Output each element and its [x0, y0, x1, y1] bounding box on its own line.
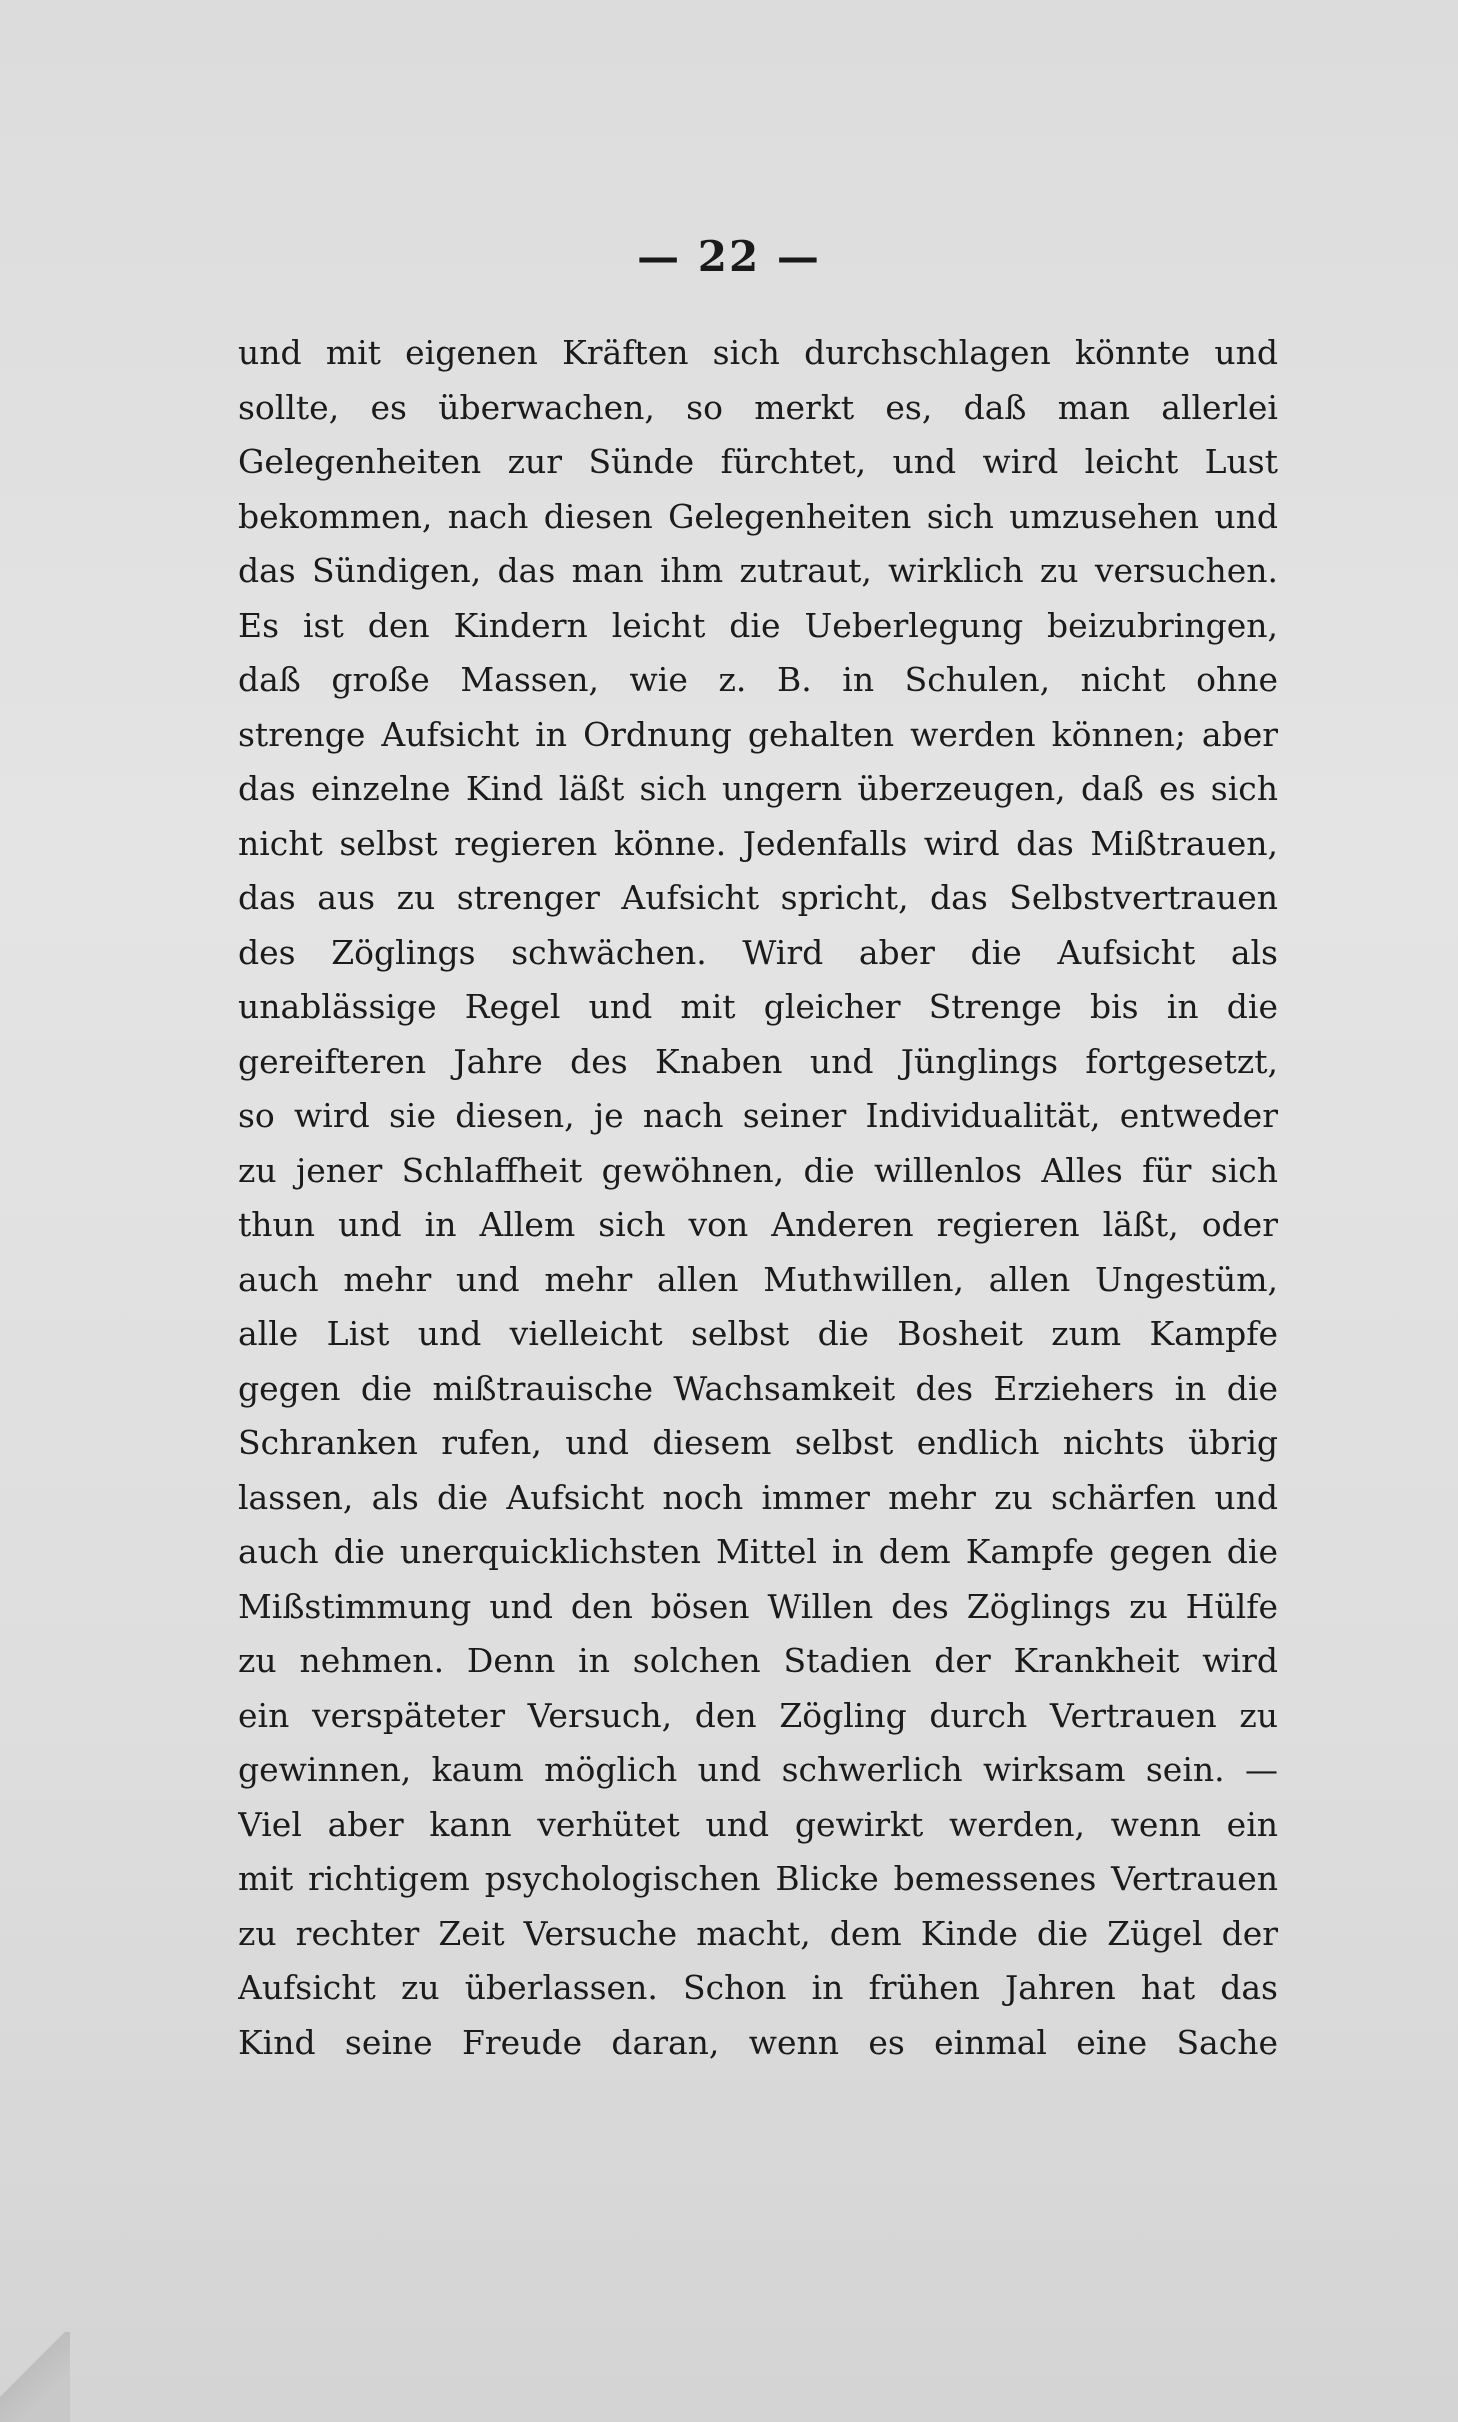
text-line: sollte, es überwachen, so merkt es, daß man allerlei: [238, 387, 1278, 427]
text-line: des Zöglings schwächen. Wird aber die Aufsicht als: [238, 932, 1278, 972]
text-line: unablässige Regel und mit gleicher Strenge bis in die: [238, 987, 1278, 1026]
body-text: [238, 326, 1278, 2070]
text-line: Schranken rufen, und diesem selbst endlich nichts übrig: [238, 1423, 1278, 1462]
text-line: lassen, als die Aufsicht noch immer mehr zu schärfen und: [238, 1477, 1278, 1517]
text-line: bekommen, nach diesen Gelegenheiten sich umzusehen und: [238, 496, 1278, 536]
text-line: Kind seine Freude daran, wenn es einmal eine Sache: [238, 2022, 1278, 2062]
text-line: ein verspäteter Versuch, den Zögling durch Vertrauen zu: [238, 1695, 1278, 1735]
page-number: — 22 —: [637, 232, 821, 281]
text-line: daß große Massen, wie z. B. in Schulen, nicht ohne: [238, 660, 1278, 699]
text-line: zu jener Schlaffheit gewöhnen, die willenlos Alles für sich: [238, 1150, 1278, 1190]
text-line: Gelegenheiten zur Sünde fürchtet, und wird leicht Lust: [238, 442, 1278, 481]
text-line: das einzelne Kind läßt sich ungern überzeugen, daß es sich: [238, 769, 1278, 808]
page-corner-shadow: [0, 2332, 70, 2422]
text-line: zu nehmen. Denn in solchen Stadien der Krankheit wird: [238, 1641, 1278, 1680]
text-line: auch die unerquicklichsten Mittel in dem Kampfe gegen die: [238, 1532, 1278, 1571]
text-line: nicht selbst regieren könne. Jedenfalls wird das Mißtrauen,: [238, 823, 1278, 863]
text-line: und mit eigenen Kräften sich durchschlagen könnte und: [238, 333, 1278, 372]
text-line: Viel aber kann verhütet und gewirkt werden, wenn ein: [238, 1804, 1278, 1844]
text-line: gegen die mißtrauische Wachsamkeit des Erziehers in die: [238, 1368, 1278, 1408]
text-line: so wird sie diesen, je nach seiner Individualität, entweder: [238, 1096, 1278, 1135]
text-line: Es ist den Kindern leicht die Ueberlegung beizubringen,: [238, 605, 1278, 645]
text-line: strenge Aufsicht in Ordnung gehalten werden können; aber: [238, 714, 1278, 754]
text-line: mit richtigem psychologischen Blicke bemessenes Vertrauen: [238, 1859, 1278, 1898]
text-line: Mißstimmung und den bösen Willen des Zöglings zu Hülfe: [238, 1586, 1278, 1626]
text-line: thun und in Allem sich von Anderen regieren läßt, oder: [238, 1205, 1278, 1244]
text-line: alle List und vielleicht selbst die Bosheit zum Kampfe: [238, 1314, 1278, 1353]
text-line: gereifteren Jahre des Knaben und Jünglings fortgesetzt,: [238, 1041, 1278, 1081]
text-line: das aus zu strenger Aufsicht spricht, das Selbstvertrauen: [238, 878, 1278, 917]
text-line: das Sündigen, das man ihm zutraut, wirklich zu versuchen.: [238, 551, 1278, 590]
text-line: Aufsicht zu überlassen. Schon in frühen Jahren hat das: [238, 1968, 1278, 2007]
text-line: auch mehr und mehr allen Muthwillen, allen Ungestüm,: [238, 1259, 1278, 1299]
text-line: gewinnen, kaum möglich und schwerlich wirksam sein. —: [238, 1750, 1278, 1789]
text-line: zu rechter Zeit Versuche macht, dem Kinde die Zügel der: [238, 1913, 1278, 1953]
